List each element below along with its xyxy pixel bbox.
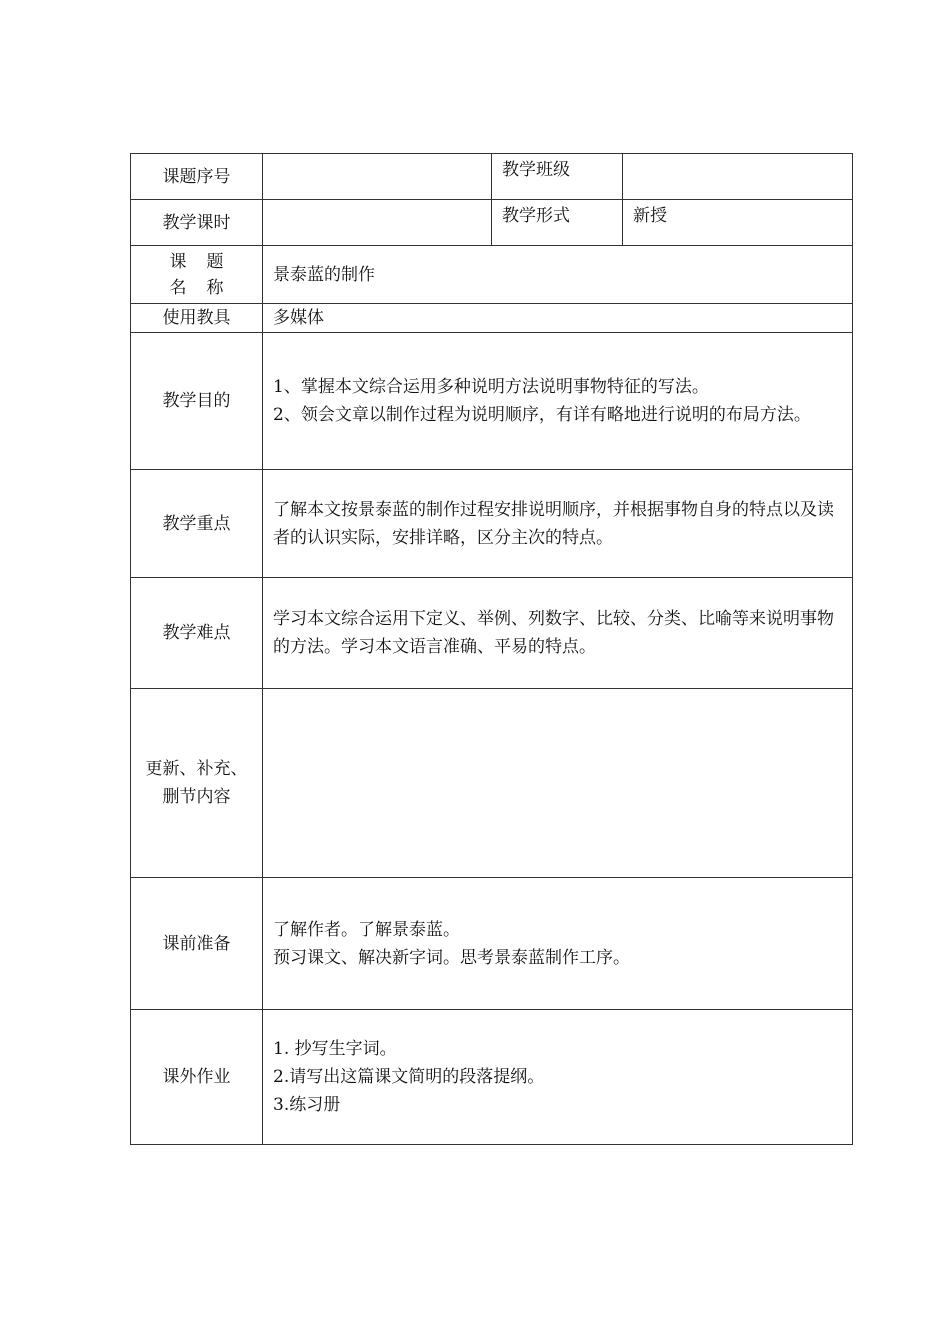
teaching-objectives-value	[263, 333, 853, 470]
updates-label-line1: 更新、补充、	[145, 759, 248, 779]
key-points-label: 教学重点	[131, 470, 263, 578]
preparation-label: 课前准备	[131, 878, 263, 1010]
class-label: 教学班级	[492, 154, 623, 200]
teaching-hours-label: 教学课时	[131, 200, 263, 246]
row-preparation	[131, 878, 853, 1010]
teaching-objectives-label: 教学目的	[131, 333, 263, 470]
lesson-plan-table	[130, 153, 853, 1145]
preparation-value	[263, 878, 853, 1010]
row-lesson-title	[131, 246, 853, 304]
row-lesson-number	[131, 154, 853, 200]
row-key-points	[131, 470, 853, 578]
row-homework	[131, 1010, 853, 1145]
preparation-item: 了解作者。了解景泰蓝。	[273, 919, 460, 940]
objective-item: 2、领会文章以制作过程为说明顺序，有详有略地进行说明的布局方法。	[273, 405, 811, 425]
difficulties-label: 教学难点	[131, 578, 263, 689]
lesson-number-label: 课题序号	[131, 154, 263, 200]
homework-item: 3.练习册	[273, 1095, 341, 1115]
teaching-tools-value: 多媒体	[263, 304, 853, 333]
updates-label	[131, 689, 263, 878]
lesson-title-label	[131, 246, 263, 304]
teaching-tools-label: 使用教具	[131, 304, 263, 333]
homework-label: 课外作业	[131, 1010, 263, 1145]
row-teaching-tools	[131, 304, 853, 333]
lesson-title-value: 景泰蓝的制作	[263, 246, 853, 304]
lesson-title-label-line2: 名称	[169, 277, 244, 298]
row-updates	[131, 689, 853, 878]
homework-item: 1. 抄写生字词。	[273, 1039, 397, 1059]
updates-value	[263, 689, 853, 878]
teaching-hours-value	[263, 200, 492, 246]
teaching-form-value: 新授	[623, 200, 853, 246]
updates-label-line2: 删节内容	[162, 787, 231, 807]
preparation-item: 预习课文、解决新字词。思考景泰蓝制作工序。	[273, 947, 630, 968]
row-teaching-objectives	[131, 333, 853, 470]
homework-value	[263, 1010, 853, 1145]
row-teaching-hours	[131, 200, 853, 246]
homework-item: 2.请写出这篇课文简明的段落提纲。	[273, 1067, 545, 1087]
difficulties-value: 学习本文综合运用下定义、举例、列数字、比较、分类、比喻等来说明事物的方法。学习本文语言准确、平易的特点。	[263, 578, 853, 689]
key-points-value: 了解本文按景泰蓝的制作过程安排说明顺序，并根据事物自身的特点以及读者的认识实际，安排详略，区分主次的特点。	[263, 470, 853, 578]
objective-item: 1、掌握本文综合运用多种说明方法说明事物特征的写法。	[273, 377, 709, 397]
lesson-title-label-line1: 课题	[169, 251, 244, 272]
row-difficulties	[131, 578, 853, 689]
class-value	[623, 154, 853, 200]
lesson-number-value	[263, 154, 492, 200]
teaching-form-label: 教学形式	[492, 200, 623, 246]
